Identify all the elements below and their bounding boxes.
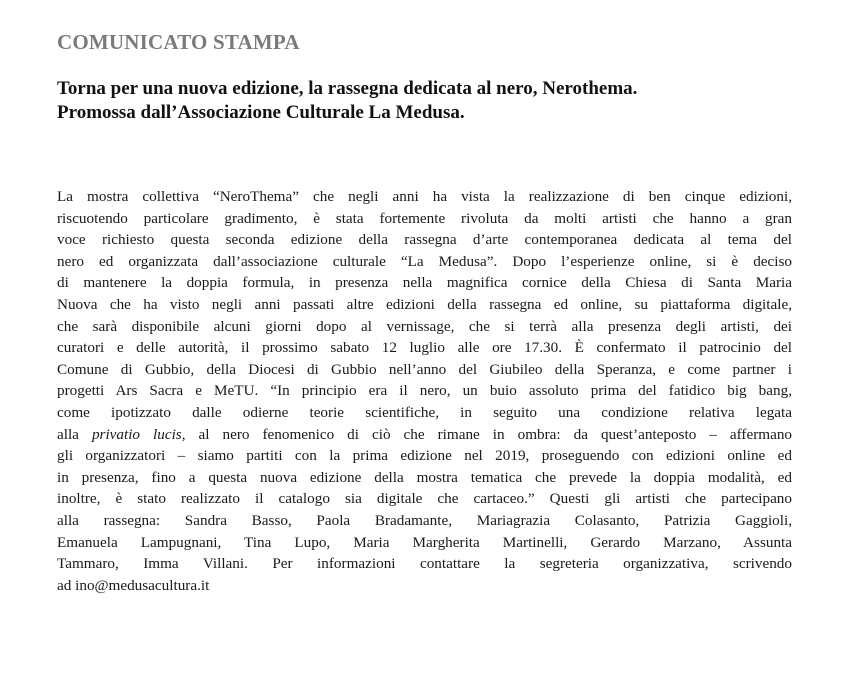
body-line: La mostra collettiva “NeroThema” che negli anni ha vista la realizzazione di ben cinque edizioni, <box>57 188 792 205</box>
body-line: inoltre, è stato realizzato il catalogo sia digitale che cartaceo.” Questi gli artisti che partecipano <box>57 490 792 508</box>
body-line-italic-phrase <box>57 424 792 446</box>
body-line: Nuova che ha visto negli anni passati altre edizioni della rassegna ed online, su piattaforma digitale, <box>57 295 792 313</box>
body-line: in presenza, fino a questa nuova edizione della mostra tematica che prevede la doppia modalità, ed <box>57 468 792 486</box>
headline-line: Torna per una nuova edizione, la rassegna dedicata al nero, Nerothema. <box>57 78 638 99</box>
headline-line: Promossa dall’Associazione Culturale La Medusa. <box>57 102 465 123</box>
document-body <box>57 186 792 596</box>
body-line-contact: ad ino@medusacultura.it <box>57 576 210 594</box>
body-line: che sarà disponibile alcuni giorni dopo al vernissage, che si terrà alla presenza degli artisti, dei <box>57 317 792 335</box>
italic-phrase: privatio lucis <box>91 425 182 443</box>
document-headline <box>57 77 797 125</box>
body-line: come ipotizzato dalle odierne teorie scientifiche, in seguito una condizione relativa legata <box>57 403 792 421</box>
body-line: voce richiesto questa seconda edizione della rassegna d’arte contemporanea dedicata al tema del <box>57 231 792 249</box>
body-line: curatori e delle autorità, il prossimo sabato 12 luglio alle ore 17.30. È confermato il patrocinio del <box>57 339 792 357</box>
body-line: progetti Ars Sacra e MeTU. “In principio era il nero, un buio assoluto prima del fatidico big bang, <box>57 382 792 400</box>
body-text-fragment: , al nero fenomenico di ciò che rimane in ombra: da quest’anteposto – affermano <box>181 425 793 443</box>
body-line: riscuotendo particolare gradimento, è stata fortemente rivoluta da molti artisti che hanno a gran <box>57 209 792 227</box>
document-kicker: COMUNICATO STAMPA <box>57 30 300 54</box>
body-line: Tammaro, Imma Villani. Per informazioni contattare la segreteria organizzativa, scrivendo <box>57 555 792 573</box>
body-line: Emanuela Lampugnani, Tina Lupo, Maria Margherita Martinelli, Gerardo Marzano, Assunta <box>57 533 792 551</box>
body-line: gli organizzatori – siamo partiti con la prima edizione nel 2019, proseguendo con edizioni online ed <box>57 447 792 465</box>
body-text-fragment: alla <box>57 425 92 443</box>
body-line: di mantenere la doppia formula, in presenza nella magnifica cornice della Chiesa di Santa Maria <box>57 274 792 292</box>
body-line: alla rassegna: Sandra Basso, Paola Bradamante, Mariagrazia Colasanto, Patrizia Gaggioli, <box>57 511 792 529</box>
body-line: nero ed organizzata dall’associazione culturale “La Medusa”. Dopo l’esperienze online, si è deciso <box>57 252 792 270</box>
body-line: Comune di Gubbio, della Diocesi di Gubbio nell’anno del Giubileo della Speranza, e come partner i <box>57 360 792 378</box>
